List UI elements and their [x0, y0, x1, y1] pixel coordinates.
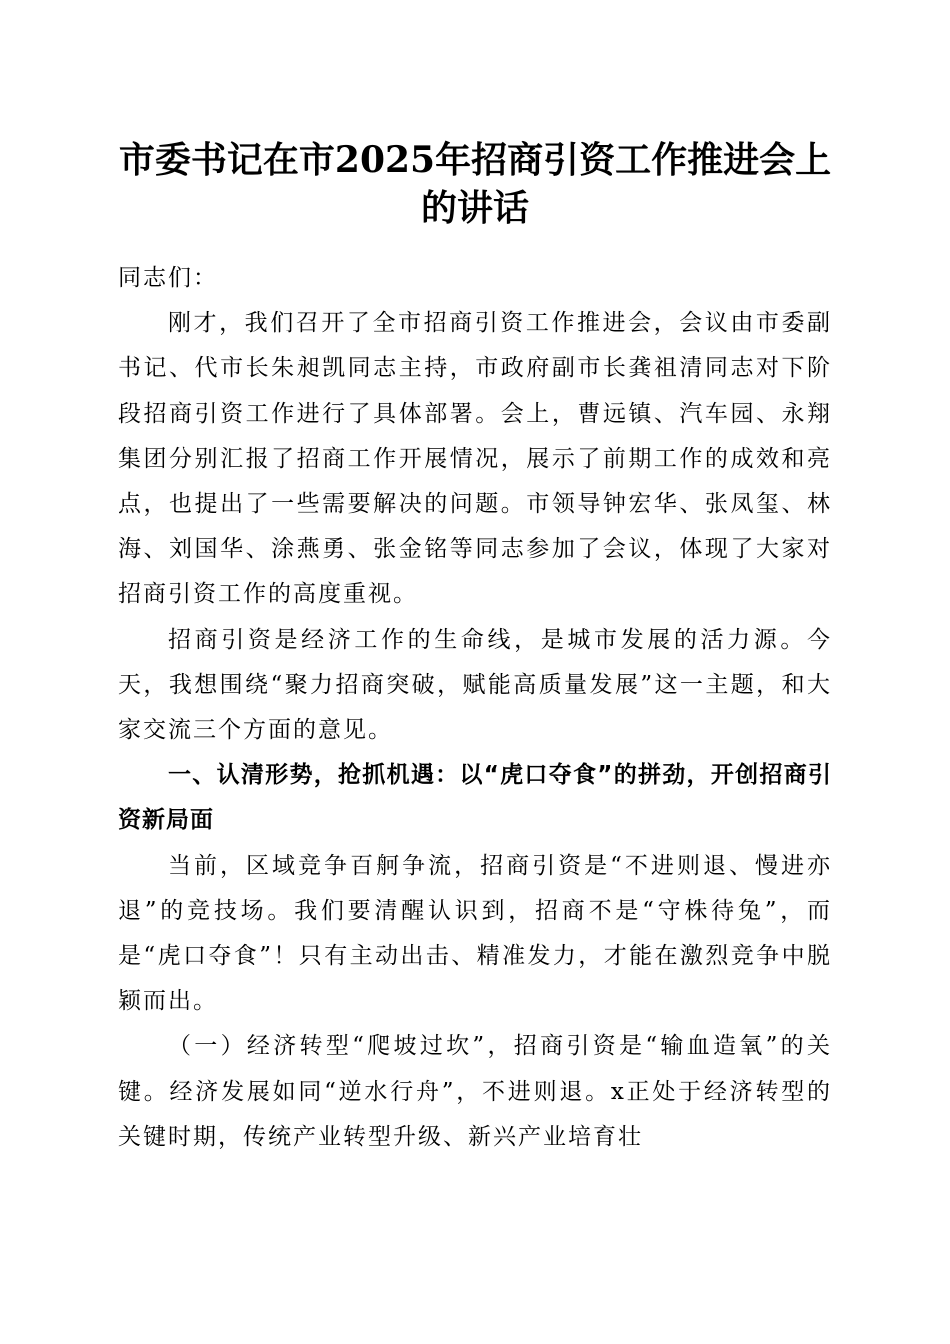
- document-title: [118, 136, 832, 232]
- salutation: 同志们：: [118, 265, 218, 291]
- title-line-2: 的讲话: [420, 187, 529, 229]
- subsection-paragraph-1: （一）经济转型“爬坡过坎”，招商引资是“输血造氧”的关键。经济发展如同“逆水行舟”，不进则退。x正处于经济转型的关键时期，传统产业转型升级、新兴产业培育壮: [118, 1033, 832, 1150]
- section-heading-1: 一、认清形势，抢抓机遇：以“虎口夺食”的拼劲，开创招商引资新局面: [118, 762, 832, 834]
- paragraph-2: 招商引资是经济工作的生命线，是城市发展的活力源。今天，我想围绕“聚力招商突破，赋能高质量发展”这一主题，和大家交流三个方面的意见。: [118, 626, 832, 744]
- document-body: [118, 256, 832, 1160]
- title-line-1: 市委书记在市2025年招商引资工作推进会上: [118, 139, 832, 181]
- paragraph-1: 刚才，我们召开了全市招商引资工作推进会，会议由市委副书记、代市长朱昶凯同志主持，市政府副市长龚祖清同志对下阶段招商引资工作进行了具体部署。会上，曹远镇、汽车园、永翔集团分别汇报了招商工作开展情况，展示了前期工作的成效和亮点，也提出了一些需要解决的问题。市领导钟宏华、张凤玺、林海、刘国华、涂燕勇、张金铭等同志参加了会议，体现了大家对招商引资工作的高度重视。: [118, 310, 832, 608]
- paragraph-3: 当前，区域竞争百舸争流，招商引资是“不进则退、慢进亦退”的竞技场。我们要清醒认识到，招商不是“守株待兔”，而是“虎口夺食”！只有主动出击、精准发力，才能在激烈竞争中脱颖而出。: [118, 852, 832, 1015]
